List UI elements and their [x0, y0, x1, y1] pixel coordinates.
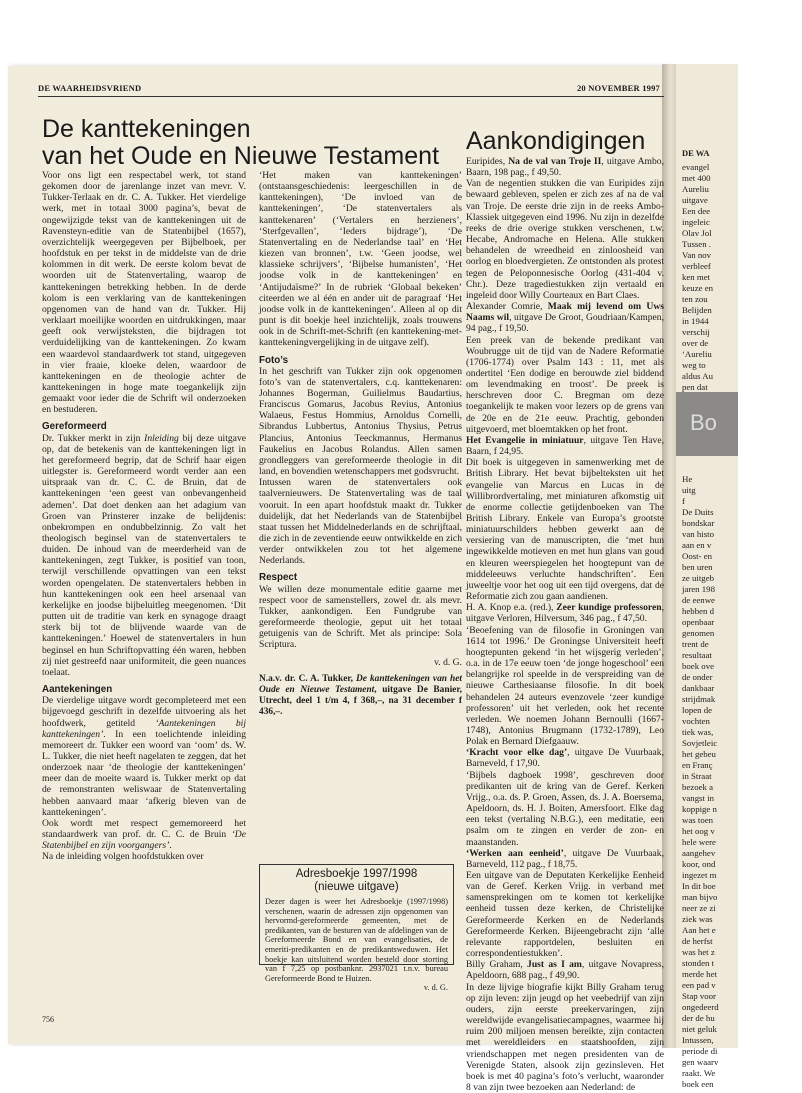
next-page-line: bondskar: [682, 518, 715, 528]
next-page-line: koppige n: [682, 804, 717, 814]
next-page-line: bezoek a: [682, 782, 714, 792]
paragraph: In het geschrift van Tukker zijn ook opgenomen foto’s van de statenvertalers, c.q. kanttekenaren: Johannes Bogerman, Guilielmus Baudartius, Franciscus Gomarus, Jacobus Revius, Antonius Walaeus, Festus Hommius, Arnoldus Cornelli, Sibrandus Lubbertus, Antonius Thysius, Petrus Plancius, Antonius Teeckmannus, Hermanus Faukelius en Jacobus Rolandus. Allen samen grondleggers van gereformeerde theologie in dit land, en bovendien wetenschappers met godsvrucht.: [259, 365, 462, 478]
next-page-line: in 1944: [682, 316, 709, 326]
next-page-line: boek een: [682, 1079, 714, 1089]
notice-body: Dezer dagen is weer het Adresboekje (1997/1998) verschenen, waarin de adressen zijn opgenomen van hervormd-gereformeerde gemeenten, met de predikanten, van de besturen van de afdelingen van de Gereformeerde Bond en van evangelisaties, de emeriti-predikanten en de predikantsweduwen. Het boekje kan uitsluitend worden besteld door storting van f 7,25 op postbanknr. 2937021 t.n.v. bureau Gereformeerde Bond te Huizen.: [265, 897, 448, 983]
article-title-line-1: De kanttekeningen: [42, 115, 251, 143]
next-page-line: aan en v: [682, 540, 712, 550]
next-page-edge: [676, 64, 738, 1089]
announcement-description: ‘Beoefening van de filosofie in Groningen van 1614 tot 1996.’ De Groningse Universiteit heeft hoogtepunten gekend ‘in het wijsgerig verleden’, o.a. in de 17e eeuw toen ‘de jonge hogeschool’ een belangrijke rol speelde in de verspreiding van de nieuwe Carthesiaanse filosofie. In dit boek behandelen 24 auteurs evenzovele ‘zeer kundige professoren’ uit het verleden, ook het recente verleden. We noemen Johann Bernoulli (1667-1748), Antonius Brugmann (1732-1789), Leo Polak en Bernard Diefgaauw.: [466, 624, 664, 748]
next-page-line: ten zou: [682, 294, 708, 304]
announcement-description: Dit boek is uitgegeven in samenwerking met de British Library. Het bevat bijbelteksten uit het evangelie van Marcus en Lucas in de Willibrordvertaling, met miniaturen afkomstig uit de enorme collectie getijdenboeken van The British Library. Enkele van Europa’s grootste miniatuurschilders hebben gewerkt aan de versiering van de manuscripten, die ‘met hun ingewikkelde motieven en met hun glans van goud en kleuren weerspiegelen het hoogtepunt van de middeleeuws verluchte handschriften’. Een juweeltje voor het oog uit een tijd overgens, dat de Reformatie zich zou gaan aandienen.: [466, 457, 664, 603]
next-page-line: over de: [682, 338, 709, 348]
announcement-entry: Billy Graham, Just as I am, uitgave Novapress, Apeldoorn, 688 pag., f 49,90.: [466, 959, 664, 982]
next-page-line: keuze en: [682, 283, 714, 293]
next-page-line: ken met: [682, 272, 711, 282]
next-page-line: en Franç: [682, 760, 713, 770]
announcement-description: Van de negentien stukken die van Euripides zijn bewaard gebleven, spelen er zich zes af na de val van Troje. De eerste drie zijn in de reeks Ambo-Klassiek uitgegeven eind 1996. Nu zijn in dezelfde reeks de drie overige stukken verschenen, t.w. Hecabe, Andromache en Helena. Alle stukken behandelen de wreedheid en zinloosheid van oorlog en bloedvergieten. Ze ontstonden als protest tegen de Peloponnesische Oorlog (431-404 v. Chr.). Deze tragediestukken zijn vertaald en ingeleid door Willy Courteaux en Bart Claes.: [466, 178, 664, 301]
next-page-line: in Straat: [682, 771, 712, 781]
adresboekje-notice-box: [259, 864, 454, 993]
next-page-text-bottom: [682, 474, 802, 1090]
next-page-line: neer ze zi: [682, 903, 716, 913]
paragraph: ‘Het maken van kanttekeningen’ (ontstaansgeschiedenis: leergeschillen in de kanttekeningen), ‘De invloed van de kanttekeningen’, ‘De statenvertalers als kanttekenaren’ (‘Vertalers en herzieners’, ‘Sterfgevallen’, ‘Ieders bijdrage’), ‘De Statenvertaling en de Nederlandse taal’ en ‘Het kiezen van bronnen’, t.w. ‘Geen joodse, wel klassieke schrijvers’, ‘Bijbelse humanisten’, ‘Het joodse volk in de kanttekeningen’ en ‘Antijudaïsme?’ In de rubriek ‘Globaal bekeken’ citeerden we al één en ander uit de paragraaf ‘Het joodse volk in de kanttekeningen’. Alleen al op dit punt is dit boekje heel inzichtelijk, zoals trouwens ook in de Schrift-met-Schrift (en kanttekening-met-kanttekeningvergelijking in de uitgave zelf).: [259, 170, 462, 349]
next-page-line: pen dat: [682, 382, 708, 392]
announcement-description: In deze lijvige biografie kijkt Billy Graham terug op zijn leven: zijn jeugd op het veebedrijf van zijn ouders, zijn eerste preekervaringen, zijn wereldwijde evangelisatiecampagnes, waarmee hij ruim 200 miljoen mensen bereikte, zijn contacten met wereldleiders en staatshoofden, zijn vriendschappen met negen presidenten van de Verenigde Staten, alsook zijn gezinsleven. Het boek is met 40 pagina’s foto’s verlucht, waaronder 8 van zijn twee bezoeken aan Nederland: de: [466, 981, 664, 1093]
subheading-aantekeningen: Aantekeningen: [42, 684, 113, 696]
next-page-line: ze uitgeb: [682, 573, 714, 583]
next-page-line: Sovjetleic: [682, 738, 718, 748]
next-page-line: dankbaar: [682, 683, 715, 693]
next-page-line: Olav Jol: [682, 228, 712, 238]
next-page-line: van histo: [682, 529, 715, 539]
next-page-dark-block: [676, 392, 738, 456]
paragraph: Ook wordt met respect gememoreerd het standaardwerk van prof. dr. C. C. de Bruin ‘De Statenbijbel en zijn voorgangers’.: [42, 817, 246, 852]
article-column-2: [259, 170, 462, 718]
paragraph: We willen deze monumentale editie gaarne met respect voor de samenstellers, zowel dr. als mevr. Tukker, aankondigen. Een Fundgrube van gereformeerde theologie, geput uit het totaal getuigenis van de Schrift. Met als principe: Sola Scriptura.: [259, 583, 462, 651]
next-page-line: weg to: [682, 360, 706, 370]
next-page-line: resultaat: [682, 650, 712, 660]
next-page-line: Van nov: [682, 250, 712, 260]
next-page-line: lopen de: [682, 705, 713, 715]
next-page-line: Aureliu: [682, 184, 709, 194]
next-page-line: evangel: [682, 162, 710, 172]
next-page-line: Oost- en: [682, 551, 713, 561]
paragraph: Na de inleiding volgen hoofdstukken over: [42, 851, 204, 863]
next-page-line: boek ove: [682, 661, 715, 671]
next-page-line: de eenwe: [682, 595, 715, 605]
paragraph: De vierdelige uitgave wordt gecompleteerd met een bijgevoegd geschrift in dezelfde uitvoering als het hoofdwerk, getiteld ‘Aantekeningen bij kanttekeningen’. In een toelichtende inleiding memoreert dr. Tukker een woord van ‘oom’ ds. W. L. Tukker, die niet heeft nagelaten te zeggen, dat het onderzoek naar ‘de theologie der kanttekeningen’ meer dan de moeite waard is. Tukker merkt op dat de remonstranten weliswaar de Statenvertaling hebben aanvaard maar ‘afkerig bleven van de kanttekeningen’.: [42, 695, 246, 818]
next-page-line: ongedeerd: [682, 1002, 719, 1012]
next-page-line: Aan het e: [682, 925, 716, 935]
next-page-line: genomen: [682, 628, 715, 638]
next-page-line: koor, ond: [682, 859, 716, 869]
next-page-line: jaren 198: [682, 584, 715, 594]
next-page-line: Een dee: [682, 206, 711, 216]
next-page-line: uitgave: [682, 195, 708, 205]
next-page-block-letters: Bo: [690, 410, 717, 435]
next-page-text-top: [682, 162, 802, 404]
subheading-gereformeerd: Gereformeerd: [42, 421, 107, 433]
next-page-line: openbaar: [682, 617, 715, 627]
article-column-1: [42, 170, 246, 863]
next-page-line: hebben d: [682, 606, 715, 616]
next-page-line: verbleef: [682, 261, 711, 271]
next-page-line: met 400: [682, 173, 711, 183]
announcement-entry: ‘Kracht voor elke dag’, uitgave De Vuurbaak, Barneveld, f 17,90.: [466, 747, 664, 770]
announcement-description: Een uitgave van de Deputaten Kerkelijke Eenheid van de Geref. Kerken Vrijg. in verband met samensprekingen om te komen tot kerkelijke eenheid tussen deze kerken, de Christelijke Gereformeerde Kerken en de Nederlands Gereformeerde Kerken. Bijeengebracht zijn ‘alle relevante rapportdelen, besluiten en correspondentiestukken’.: [466, 870, 664, 960]
next-page-line: het oog v: [682, 826, 715, 836]
author-signature: v. d. G.: [434, 656, 462, 668]
notice-title: Adresboekje 1997/1998: [295, 868, 418, 880]
next-page-line: uitg: [682, 485, 696, 495]
announcements-heading: Aankondigingen: [466, 127, 646, 155]
next-page-line: niet geluk: [682, 1024, 717, 1034]
next-page-line: aangehev: [682, 848, 716, 858]
paragraph: Intussen waren de statenvertalers ook taalvernieuwers. De Statenvertaling was de taal vooruit. In een apart hoofdstuk maakt dr. Tukker duidelijk, dat het Nederlands van de Statenbijbel staat tussen het Middelnederlands en de schrijftaal, die zich in de zeventiende eeuw ontwikkelde en zich verder ontwikkelen zou tot het algemene Nederlands.: [259, 477, 462, 567]
next-page-line: vochten: [682, 716, 710, 726]
page-number: 756: [42, 1015, 54, 1024]
page-header: [38, 82, 664, 97]
next-page-line: een pad v: [682, 980, 716, 990]
announcement-description: Een preek van de bekende predikant van Woubrugge uit de tijd van de Nadere Reformatie (1706-1774) over Psalm 143 : 11, met als ondertitel ‘Een dodige en berouwde ziel biddend om levendmaking en troost’. De preek is herschreven door C. Bregman om deze toegankelijk te maken voor lezers op de grens van de 20e en de 21e eeuw. Prachtig, gebonden uitgevoerd, met bloemtakken op het front.: [466, 334, 664, 435]
next-page-line: ingezet m: [682, 870, 717, 880]
next-page-header: DE WA: [682, 148, 710, 158]
notice-signature: v. d. G.: [423, 983, 448, 993]
page-gutter: [662, 64, 676, 1048]
next-page-line: vangst in: [682, 793, 715, 803]
next-page-line: hele were: [682, 837, 716, 847]
next-page-line: Intussen,: [682, 1035, 714, 1045]
next-page-line: Belijden: [682, 305, 712, 315]
next-page-line: f: [682, 496, 685, 506]
announcement-entry: Euripides, Na de val van Troje II, uitgave Ambo, Baarn, 198 pag., f 49,50.: [466, 156, 664, 179]
next-page-line: was toen: [682, 815, 714, 825]
next-page-line: ‘Aureliu: [682, 349, 712, 359]
next-page-line: Stap voor: [682, 991, 716, 1001]
next-page-line: ziek was: [682, 914, 713, 924]
announcements-column: [466, 156, 664, 1093]
publication-date: 20 NOVEMBER 1997: [576, 83, 660, 93]
announcement-entry: H. A. Knop e.a. (red.), Zeer kundige professoren, uitgave Verloren, Hilversum, 346 pag., f 47,50.: [466, 602, 664, 625]
next-page-line: was het z: [682, 947, 715, 957]
next-page-line: ingeleic: [682, 217, 710, 227]
next-page-line: tiek was,: [682, 727, 714, 737]
paragraph: Voor ons ligt een respectabel werk, tot stand gekomen door de jarenlange inzet van mevr. V. Tukker-Terlaak en dr. C. A. Tukker. Het vierdelige werk, met in totaal 3000 pagina’s, bevat de ongewijzigde tekst van de kanttekeningen uit de Ravensteyn-editie van de Statenbijbel (1657), overzichtelijk weergegeven per Bijbelboek, per hoofdstuk en per tekst in de middelste van de drie kolommen in dit werk. De eerste kolom bevat de woorden uit de Statenvertaling, waarop de kanttekeningen betrekking hebben. In de derde kolom is een verklaring van de kanttekeningen opgenomen van de hand van dr. Tukker. Hij verklaart moeilijke woorden en uitdrukkingen, maar geeft ook verwijsteksten, die bijdragen tot verduidelijking van de kanttekeningen. Zo kwam een waardevol standaardwerk tot stand, uitgegeven in vier fraaie, kloeke delen, waardoor de kanttekeningen en de theologie achter de kanttekeningen in hoge mate toegankelijk zijn gemaakt voor ieder die de Schrift wil onderzoeken en bestuderen.: [42, 170, 246, 416]
announcement-entry: Alexander Comrie, Maak mij levend om Uws Naams wil, uitgave De Groot, Goudriaan/Kampen, 94 pag., f 19,50.: [466, 301, 664, 335]
next-page-line: ben uren: [682, 562, 713, 572]
next-page-line: He: [682, 474, 693, 484]
next-page-line: stonden t: [682, 958, 715, 968]
next-page-line: De Duits: [682, 507, 714, 517]
subheading-respect: Respect: [259, 572, 298, 584]
next-page-line: In dit boe: [682, 881, 716, 891]
next-page-line: gen waarv: [682, 1057, 719, 1067]
next-page-line: trent de: [682, 639, 709, 649]
announcement-entry: ‘Werken aan eenheid’, uitgave De Vuurbaak, Barneveld, 112 pag., f 18,75.: [466, 847, 664, 870]
next-page-line: der de hu: [682, 1013, 715, 1023]
next-page-line: de herfst: [682, 936, 713, 946]
article-title-line-2: van het Oude en Nieuwe Testament: [42, 142, 440, 170]
book-reference-note: N.a.v. dr. C. A. Tukker, De kanttekeningen van het Oude en Nieuwe Testament, uitgave De Banier, Utrecht, deel 1 t/m 4, f 368,–, na 31 december f 436,–.: [259, 673, 462, 717]
paragraph: Dr. Tukker merkt in zijn Inleiding bij deze uitgave op, dat de betekenis van de kanttekeningen ligt in het gereformeerd begrip, dat de Schrif haar eigen uitlegster is. Gereformeerd wordt verder aan een uitspraak van dr. C. C. de Bruin, dat de kanttekeningen ‘een geest van onbevangenheid ademen’. Dat doet denken aan het adagium van Groen van Prinsterer inzake de belijdenis: onbekrompen en ondubbelzinnig. Zo valt het theologisch beginsel van de statenvertalers te duiden. De inhoud van de meerderheid van de kanttekeningen, zegt Tukker, is positief van toon, terwijl verschillende opvattingen van een tekst worden opengelaten. De statenvertalers hebben in hun kanttekeningen ook een heel arsenaal van kerkelijke en joodse bijbeluitleg meegenomen. ‘Dit putten uit de traditie van kerk en synagoge draagt sterk bij tot de blijvende waarde van de kanttekeningen.’ Hoewel de statenvertalers in hun beginsel en hun Schriftopvatting één waren, hebben zij niet gestreefd naar uniformiteit, die geen nuances toelaat.: [42, 432, 246, 678]
notice-subtitle: (nieuwe uitgave): [314, 881, 399, 893]
next-page-line: periode di: [682, 1046, 718, 1056]
next-page-line: man bijvo: [682, 892, 718, 902]
publication-name: DE WAARHEIDSVRIEND: [38, 83, 142, 93]
next-page-line: strijdmak: [682, 694, 716, 704]
subheading-fotos: Foto’s: [259, 354, 289, 366]
announcement-description: ‘Bijbels dagboek 1998’, geschreven door predikanten uit de kring van de Geref. Kerken Vrijg., o.a. ds. P. Groen, Assen, ds. J. A. Boersema, Apeldoorn, ds. H. J. Boiten, Amersfoort. Elke dag een tekst (vertaling N.B.G.), een meditatie, een psalm om te zingen en verder de zon- en maanstanden.: [466, 769, 664, 848]
announcement-entry: Het Evangelie in miniatuur, uitgave Ten Have, Baarn, f 24,95.: [466, 434, 664, 458]
next-page-line: Tussen .: [682, 239, 712, 249]
next-page-line: raakt. We: [682, 1068, 716, 1078]
next-page-line: merde het: [682, 969, 717, 979]
next-page-line: verschij: [682, 327, 710, 337]
next-page-line: de onder: [682, 672, 713, 682]
next-page-line: aldus Au: [682, 371, 714, 381]
article-title: [42, 116, 462, 170]
next-page-line: het gebeu: [682, 749, 716, 759]
